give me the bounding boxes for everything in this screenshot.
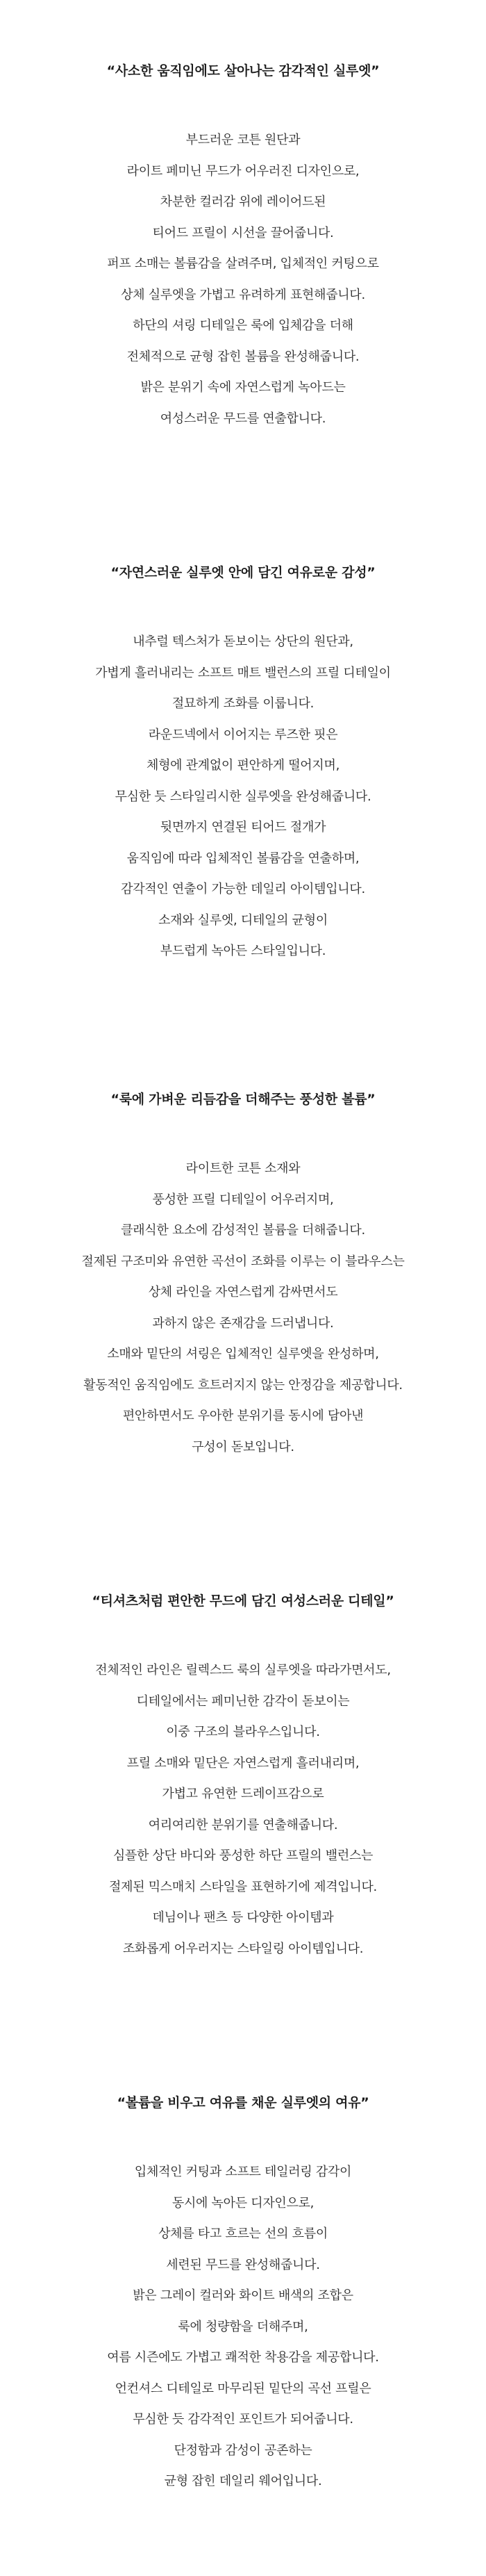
text-line: 절묘하게 조화를 이룹니다.	[171, 696, 315, 711]
text-line: 감각적인 연출이 가능한 데일리 아이템입니다.	[121, 882, 365, 896]
text-line: 밝은 분위기 속에 자연스럽게 녹아드는	[140, 380, 346, 395]
text-line: 조화롭게 어우러지는 스타일링 아이템입니다.	[122, 1941, 364, 1956]
description-section-2	[0, 564, 486, 967]
text-line: 움직임에 따라 입체적인 볼륨감을 연출하며,	[126, 851, 360, 866]
text-line: 이중 구조의 블라우스입니다.	[166, 1725, 320, 1739]
text-line: 언컨셔스 디테일로 마무리된 밑단의 곡선 프릴은	[115, 2381, 371, 2396]
text-line: 룩에 청량함을 더해주며,	[178, 2319, 308, 2334]
text-line: 라이트한 코튼 소재와	[185, 1161, 301, 1176]
section-paragraph	[0, 2157, 486, 2497]
text-line: 전체적으로 균형 잡힌 볼륨을 완성해줍니다.	[126, 349, 360, 364]
section-heading: “자연스러운 실루엣 안에 담긴 여유로운 감성”	[110, 565, 376, 580]
text-line: 라운드넥에서 이어지는 루즈한 핏은	[148, 727, 338, 742]
text-line: 하단의 셔링 디테일은 룩에 입체감을 더해	[133, 318, 353, 333]
text-line: 내추럴 텍스처가 돋보이는 상단의 원단과,	[133, 634, 353, 649]
text-line: 동시에 녹아든 디자인으로,	[171, 2195, 315, 2210]
text-line: 심플한 상단 바디와 풍성한 하단 프릴의 밸런스는	[112, 1848, 374, 1863]
text-line: 전체적인 라인은 릴렉스드 룩의 실루엣을 따라가면서도,	[95, 1663, 391, 1677]
text-line: 여성스러운 무드를 연출합니다.	[160, 411, 326, 426]
text-line: 무심한 듯 스타일리시한 실루엣을 완성해줍니다.	[115, 789, 371, 804]
text-line: 단정함과 감성이 공존하는	[174, 2443, 312, 2458]
text-line: 여름 시즌에도 가볍고 쾌적한 착용감을 제공합니다.	[107, 2350, 379, 2365]
section-paragraph	[0, 1154, 486, 1463]
text-line: 소매와 밑단의 셔링은 입체적인 실루엣을 완성하며,	[107, 1347, 379, 1361]
section-heading: “볼륨을 비우고 여유를 채운 실루엣의 여유”	[117, 2095, 369, 2110]
text-line: 소재와 실루엣, 디테일의 균형이	[158, 912, 328, 928]
text-line: 프릴 소매와 밑단은 자연스럽게 흘러내리며,	[126, 1755, 360, 1771]
text-line: 세련된 무드를 완성해줍니다.	[166, 2257, 320, 2272]
description-section-3	[0, 1091, 486, 1463]
text-line: 데님이나 팬츠 등 다양한 아이템과	[152, 1910, 334, 1925]
section-heading: “룩에 가벼운 리듬감을 더해주는 풍성한 볼륨”	[110, 1092, 376, 1107]
text-line: 차분한 컬러감 위에 레이어드된	[160, 195, 326, 209]
text-line: 클래식한 요소에 감성적인 볼륨을 더해줍니다.	[121, 1223, 365, 1238]
text-line: 절제된 구조미와 유연한 곡선이 조화를 이루는 이 블라우스는	[81, 1254, 405, 1269]
section-heading: “사소한 움직임에도 살아나는 감각적인 실루엣”	[106, 63, 380, 79]
text-line: 뒷면까지 연결된 티어드 절개가	[160, 820, 326, 835]
text-line: 라이트 페미닌 무드가 어우러진 디자인으로,	[126, 163, 360, 179]
text-line: 디테일에서는 페미닌한 감각이 돋보이는	[136, 1693, 350, 1709]
text-line: 여리여리한 분위기를 연출해줍니다.	[148, 1817, 338, 1832]
text-line: 편안하면서도 우아한 분위기를 동시에 담아낸	[122, 1409, 364, 1423]
description-section-4	[0, 1593, 486, 1964]
text-line: 구성이 돋보입니다.	[192, 1439, 294, 1454]
text-line: 가볍고 유연한 드레이프감으로	[162, 1787, 324, 1801]
section-paragraph	[0, 1655, 486, 1964]
text-line: 티어드 프릴이 시선을 끌어줍니다.	[152, 225, 334, 240]
text-line: 풍성한 프릴 디테일이 어우러지며,	[152, 1192, 334, 1207]
text-line: 상체 실루엣을 가볍고 유려하게 표현해줍니다.	[121, 287, 365, 302]
text-line: 활동적인 움직임에도 흐트러지지 않는 안정감을 제공합니다.	[83, 1377, 403, 1393]
section-paragraph	[0, 125, 486, 434]
text-line: 퍼프 소매는 볼륨감을 살려주며, 입체적인 커팅으로	[107, 256, 379, 271]
text-line: 가볍게 흘러내리는 소프트 매트 밸런스의 프릴 디테일이	[95, 665, 391, 680]
description-section-5	[0, 2094, 486, 2497]
description-section-1	[0, 63, 486, 434]
text-line: 입체적인 커팅과 소프트 테일러링 감각이	[134, 2165, 352, 2179]
text-line: 체형에 관계없이 편안하게 떨어지며,	[146, 758, 340, 773]
text-line: 상체를 타고 흐르는 선의 흐름이	[158, 2226, 328, 2241]
text-line: 부드러운 코튼 원단과	[185, 133, 301, 147]
text-line: 부드럽게 녹아든 스타일입니다.	[160, 944, 326, 958]
text-line: 과하지 않은 존재감을 드러냅니다.	[152, 1315, 334, 1331]
text-line: 무심한 듯 감각적인 포인트가 되어줍니다.	[133, 2412, 353, 2427]
text-line: 균형 잡힌 데일리 웨어입니다.	[164, 2474, 322, 2488]
section-heading: “티셔츠처럼 편안한 무드에 담긴 여성스러운 디테일”	[92, 1593, 394, 1609]
text-line: 절제된 믹스매치 스타일을 표현하기에 제격입니다.	[109, 1879, 377, 1894]
text-line: 밝은 그레이 컬러와 화이트 배색의 조합은	[133, 2288, 353, 2303]
section-paragraph	[0, 627, 486, 967]
text-line: 상체 라인을 자연스럽게 감싸면서도	[148, 1285, 338, 1299]
